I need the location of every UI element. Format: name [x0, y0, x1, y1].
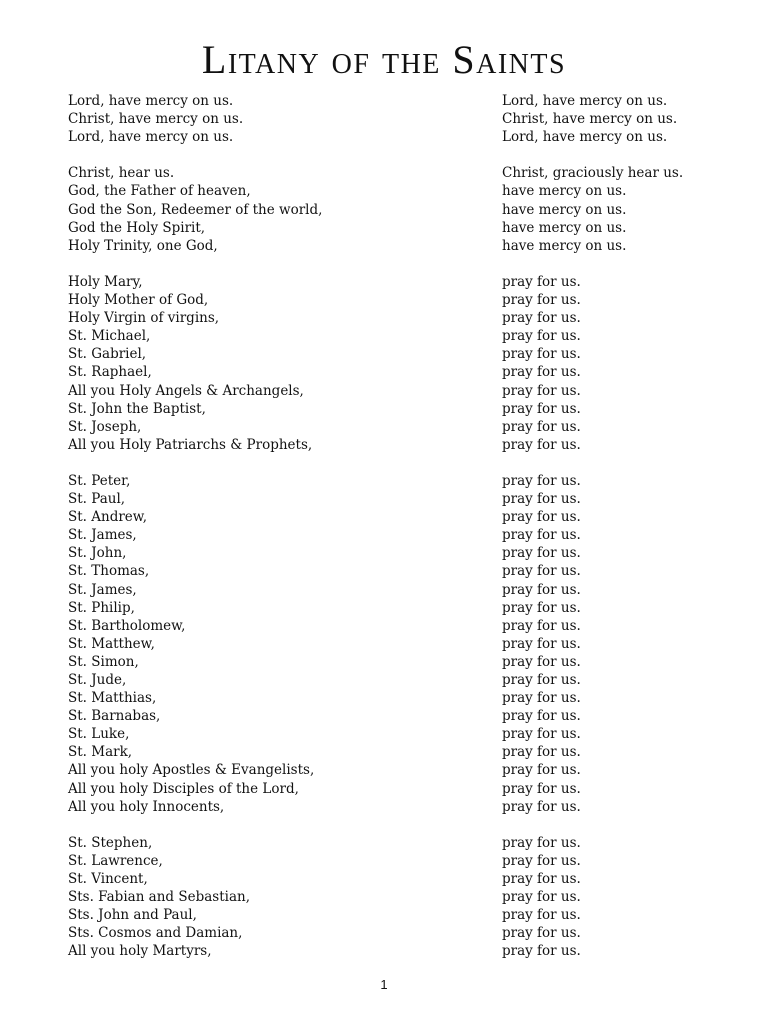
invocation-text: God the Son, Redeemer of the world,: [68, 201, 323, 218]
litany-line: [68, 707, 708, 725]
response-text: have mercy on us.: [502, 183, 627, 200]
response-text: pray for us.: [502, 418, 581, 435]
litany-line: [68, 581, 708, 599]
litany-line: [68, 852, 708, 870]
response-text: pray for us.: [502, 889, 581, 906]
litany-line: [68, 653, 708, 671]
invocation-text: All you Holy Angels & Archangels,: [68, 382, 304, 399]
response-text: pray for us.: [502, 925, 581, 942]
invocation-text: God the Holy Spirit,: [68, 219, 206, 236]
response-text: pray for us.: [502, 292, 581, 309]
invocation-text: St. Lawrence,: [68, 852, 163, 869]
litany-text: [68, 92, 708, 979]
response-text: pray for us.: [502, 798, 581, 815]
invocation-text: St. Peter,: [68, 472, 131, 489]
response-text: pray for us.: [502, 545, 581, 562]
response-text: pray for us.: [502, 310, 581, 327]
invocation-text: St. James,: [68, 527, 137, 544]
litany-line: [68, 725, 708, 743]
litany-line: [68, 92, 708, 110]
response-text: pray for us.: [502, 653, 581, 670]
litany-line: [68, 689, 708, 707]
invocation-text: St. Simon,: [68, 653, 139, 670]
response-text: pray for us.: [502, 635, 581, 652]
response-text: pray for us.: [502, 400, 581, 417]
invocation-text: St. Vincent,: [68, 871, 148, 888]
litany-line: [68, 508, 708, 526]
response-text: pray for us.: [502, 491, 581, 508]
litany-line: [68, 490, 708, 508]
response-text: pray for us.: [502, 581, 581, 598]
response-text: pray for us.: [502, 708, 581, 725]
invocation-text: Holy Mary,: [68, 273, 143, 290]
invocation-text: St. Philip,: [68, 599, 135, 616]
invocation-text: St. Thomas,: [68, 563, 150, 580]
response-text: pray for us.: [502, 599, 581, 616]
litany-line: [68, 472, 708, 490]
invocation-text: All you Holy Patriarchs & Prophets,: [68, 436, 313, 453]
invocation-text: St. Stephen,: [68, 834, 153, 851]
litany-section: [68, 834, 708, 961]
invocation-text: Holy Mother of God,: [68, 292, 209, 309]
litany-section: [68, 273, 708, 454]
invocation-text: St. Michael,: [68, 328, 151, 345]
litany-line: [68, 906, 708, 924]
invocation-text: St. Paul,: [68, 491, 126, 508]
page-title: Litany of the Saints: [201, 37, 567, 82]
litany-section: [68, 164, 708, 254]
invocation-text: Sts. John and Paul,: [68, 907, 197, 924]
litany-line: [68, 345, 708, 363]
litany-line: [68, 562, 708, 580]
litany-line: [68, 635, 708, 653]
invocation-text: St. John,: [68, 545, 127, 562]
litany-line: [68, 888, 708, 906]
invocation-text: All you holy Apostles & Evangelists,: [68, 762, 315, 779]
response-text: pray for us.: [502, 690, 581, 707]
litany-line: [68, 761, 708, 779]
litany-line: [68, 780, 708, 798]
response-text: pray for us.: [502, 472, 581, 489]
response-text: have mercy on us.: [502, 237, 627, 254]
response-text: pray for us.: [502, 907, 581, 924]
litany-line: [68, 617, 708, 635]
response-text: have mercy on us.: [502, 219, 627, 236]
litany-line: [68, 237, 708, 255]
response-text: Lord, have mercy on us.: [502, 93, 668, 109]
litany-line: [68, 273, 708, 291]
response-text: pray for us.: [502, 943, 581, 960]
response-text: have mercy on us.: [502, 201, 627, 218]
invocation-text: St. Barnabas,: [68, 708, 161, 725]
litany-line: [68, 128, 708, 146]
invocation-text: All you holy Innocents,: [68, 798, 225, 815]
litany-line: [68, 526, 708, 544]
invocation-text: Sts. Cosmos and Damian,: [68, 925, 243, 942]
response-text: pray for us.: [502, 744, 581, 761]
litany-line: [68, 436, 708, 454]
response-text: pray for us.: [502, 527, 581, 544]
response-text: pray for us.: [502, 871, 581, 888]
invocation-text: Lord, have mercy on us.: [68, 129, 234, 146]
litany-line: [68, 291, 708, 309]
invocation-text: St. Jude,: [68, 672, 127, 688]
invocation-text: Holy Trinity, one God,: [68, 237, 218, 254]
response-text: pray for us.: [502, 382, 581, 399]
invocation-text: St. Raphael,: [68, 364, 152, 381]
litany-line: [68, 942, 708, 960]
page-number: 1: [380, 977, 388, 992]
invocation-text: Christ, hear us.: [68, 165, 175, 182]
invocation-text: St. Luke,: [68, 726, 130, 743]
litany-line: [68, 924, 708, 942]
invocation-text: Sts. Fabian and Sebastian,: [68, 889, 250, 906]
response-text: pray for us.: [502, 563, 581, 580]
litany-line: [68, 743, 708, 761]
litany-line: [68, 382, 708, 400]
litany-line: [68, 870, 708, 888]
litany-line: [68, 309, 708, 327]
response-text: pray for us.: [502, 617, 581, 634]
litany-line: [68, 327, 708, 345]
litany-line: [68, 544, 708, 562]
invocation-text: St. Bartholomew,: [68, 617, 186, 634]
response-text: Christ, graciously hear us.: [502, 165, 684, 182]
response-text: pray for us.: [502, 273, 581, 290]
invocation-text: Christ, have mercy on us.: [68, 111, 244, 128]
litany-section: [68, 472, 708, 816]
invocation-text: All you holy Martyrs,: [68, 943, 212, 960]
litany-line: [68, 201, 708, 219]
litany-line: [68, 418, 708, 436]
invocation-text: All you holy Disciples of the Lord,: [68, 780, 299, 797]
response-text: pray for us.: [502, 780, 581, 797]
litany-line: [68, 363, 708, 381]
invocation-text: Lord, have mercy on us.: [68, 93, 234, 109]
invocation-text: St. Matthias,: [68, 690, 157, 707]
response-text: Lord, have mercy on us.: [502, 129, 668, 146]
invocation-text: St. John the Baptist,: [68, 400, 206, 417]
response-text: pray for us.: [502, 672, 581, 688]
response-text: pray for us.: [502, 726, 581, 743]
litany-section: [68, 92, 708, 146]
response-text: pray for us.: [502, 834, 581, 851]
litany-line: [68, 219, 708, 237]
response-text: pray for us.: [502, 762, 581, 779]
invocation-text: Holy Virgin of virgins,: [68, 310, 220, 327]
invocation-text: St. Joseph,: [68, 418, 142, 435]
response-text: pray for us.: [502, 364, 581, 381]
response-text: Christ, have mercy on us.: [502, 111, 678, 128]
invocation-text: God, the Father of heaven,: [68, 183, 251, 200]
litany-line: [68, 110, 708, 128]
response-text: pray for us.: [502, 509, 581, 526]
litany-line: [68, 798, 708, 816]
response-text: pray for us.: [502, 328, 581, 345]
invocation-text: St. Gabriel,: [68, 346, 147, 363]
invocation-text: St. Mark,: [68, 744, 133, 761]
response-text: pray for us.: [502, 852, 581, 869]
invocation-text: St. Matthew,: [68, 635, 155, 652]
litany-line: [68, 671, 708, 689]
litany-line: [68, 182, 708, 200]
response-text: pray for us.: [502, 346, 581, 363]
litany-line: [68, 164, 708, 182]
litany-line: [68, 834, 708, 852]
response-text: pray for us.: [502, 436, 581, 453]
litany-line: [68, 400, 708, 418]
litany-line: [68, 599, 708, 617]
invocation-text: St. James,: [68, 581, 137, 598]
invocation-text: St. Andrew,: [68, 509, 148, 526]
